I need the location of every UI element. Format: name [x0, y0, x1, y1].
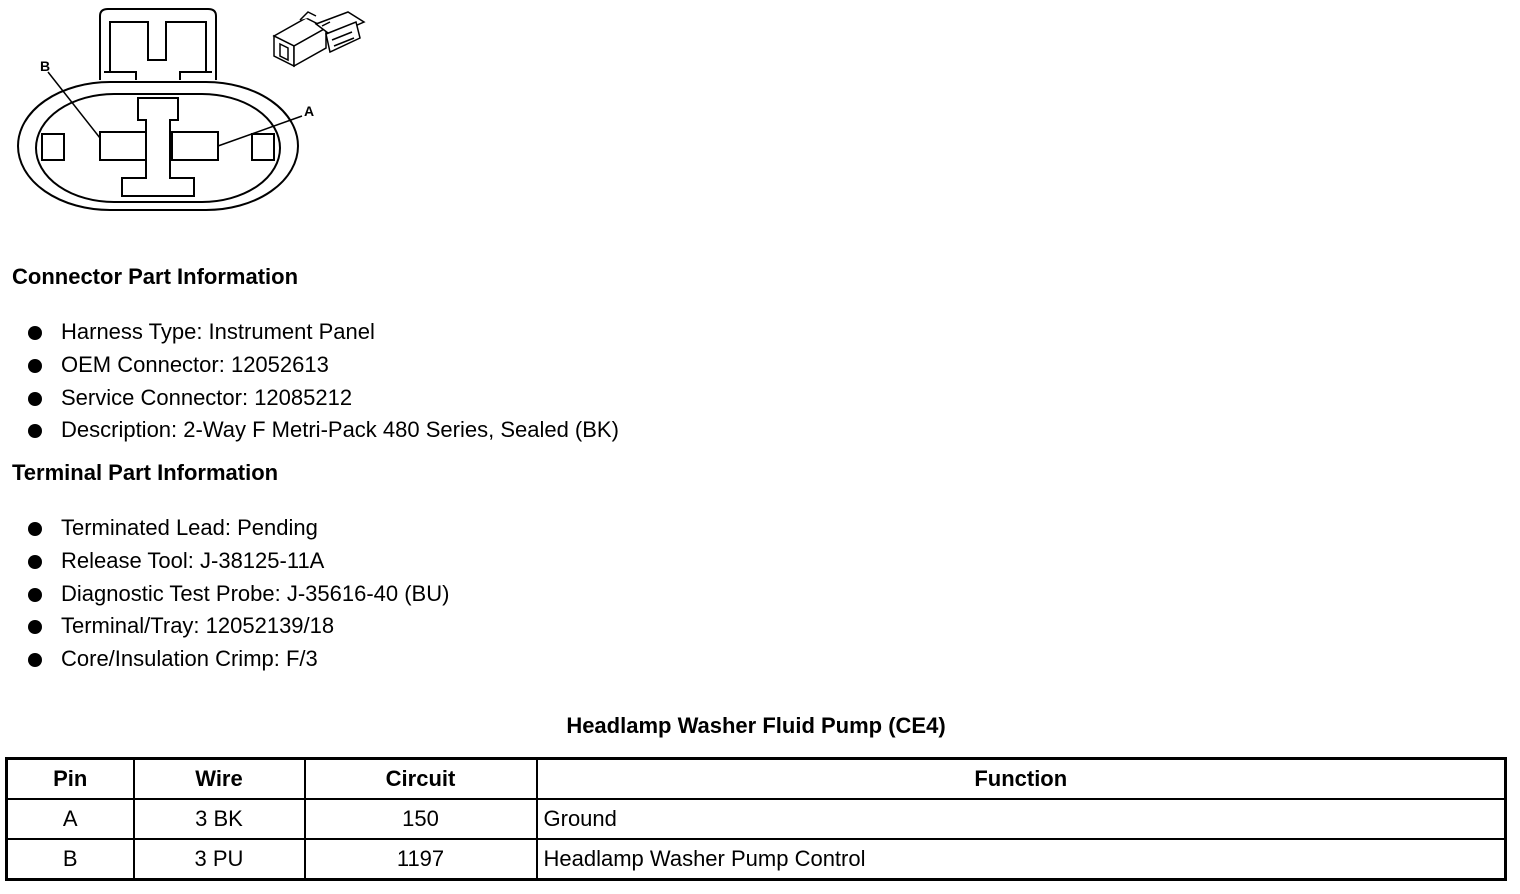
table-row: [7, 799, 1506, 839]
list-item: Service Connector: 12085212: [28, 382, 619, 415]
list-item: Diagnostic Test Probe: J-35616-40 (BU): [28, 578, 449, 611]
header-wire: Wire: [134, 759, 305, 800]
pin-cell: A: [7, 799, 134, 839]
bullet-icon: [28, 522, 42, 536]
bullet-icon: [28, 555, 42, 569]
list-item: Release Tool: J-38125-11A: [28, 545, 449, 578]
pin-cell: B: [7, 839, 134, 880]
table-row: [7, 839, 1506, 880]
bullet-icon: [28, 359, 42, 373]
header-function: Function: [537, 759, 1506, 800]
function-cell: Headlamp Washer Pump Control: [537, 839, 1506, 880]
terminal-part-info-title: Terminal Part Information: [12, 460, 279, 485]
list-item: Terminated Lead: Pending: [28, 512, 449, 545]
terminal-part-info-list: [28, 512, 449, 676]
pin-function-table: [5, 757, 1507, 881]
pin-label-b: B: [40, 58, 51, 74]
connector-part-info-title: Connector Part Information: [12, 264, 299, 289]
connector-part-info-list: [28, 316, 619, 447]
pin-label-a: A: [304, 103, 315, 119]
bullet-icon: [28, 424, 42, 438]
bullet-icon: [28, 653, 42, 667]
header-circuit: Circuit: [305, 759, 537, 800]
list-item: Core/Insulation Crimp: F/3: [28, 643, 449, 676]
list-item: Description: 2-Way F Metri-Pack 480 Series, Sealed (BK): [28, 414, 619, 447]
list-item: OEM Connector: 12052613: [28, 349, 619, 382]
header-pin: Pin: [7, 759, 134, 800]
bullet-icon: [28, 588, 42, 602]
wire-cell: 3 PU: [134, 839, 305, 880]
list-item: Harness Type: Instrument Panel: [28, 316, 619, 349]
bullet-icon: [28, 326, 42, 340]
circuit-cell: 1197: [305, 839, 537, 880]
circuit-cell: 150: [305, 799, 537, 839]
wire-cell: 3 BK: [134, 799, 305, 839]
table-title: Headlamp Washer Fluid Pump (CE4): [566, 713, 946, 738]
connector-thumbnail-image: [260, 4, 370, 84]
list-item: Terminal/Tray: 12052139/18: [28, 610, 449, 643]
table-header-row: [7, 759, 1506, 800]
function-cell: Ground: [537, 799, 1506, 839]
bullet-icon: [28, 620, 42, 634]
bullet-icon: [28, 392, 42, 406]
